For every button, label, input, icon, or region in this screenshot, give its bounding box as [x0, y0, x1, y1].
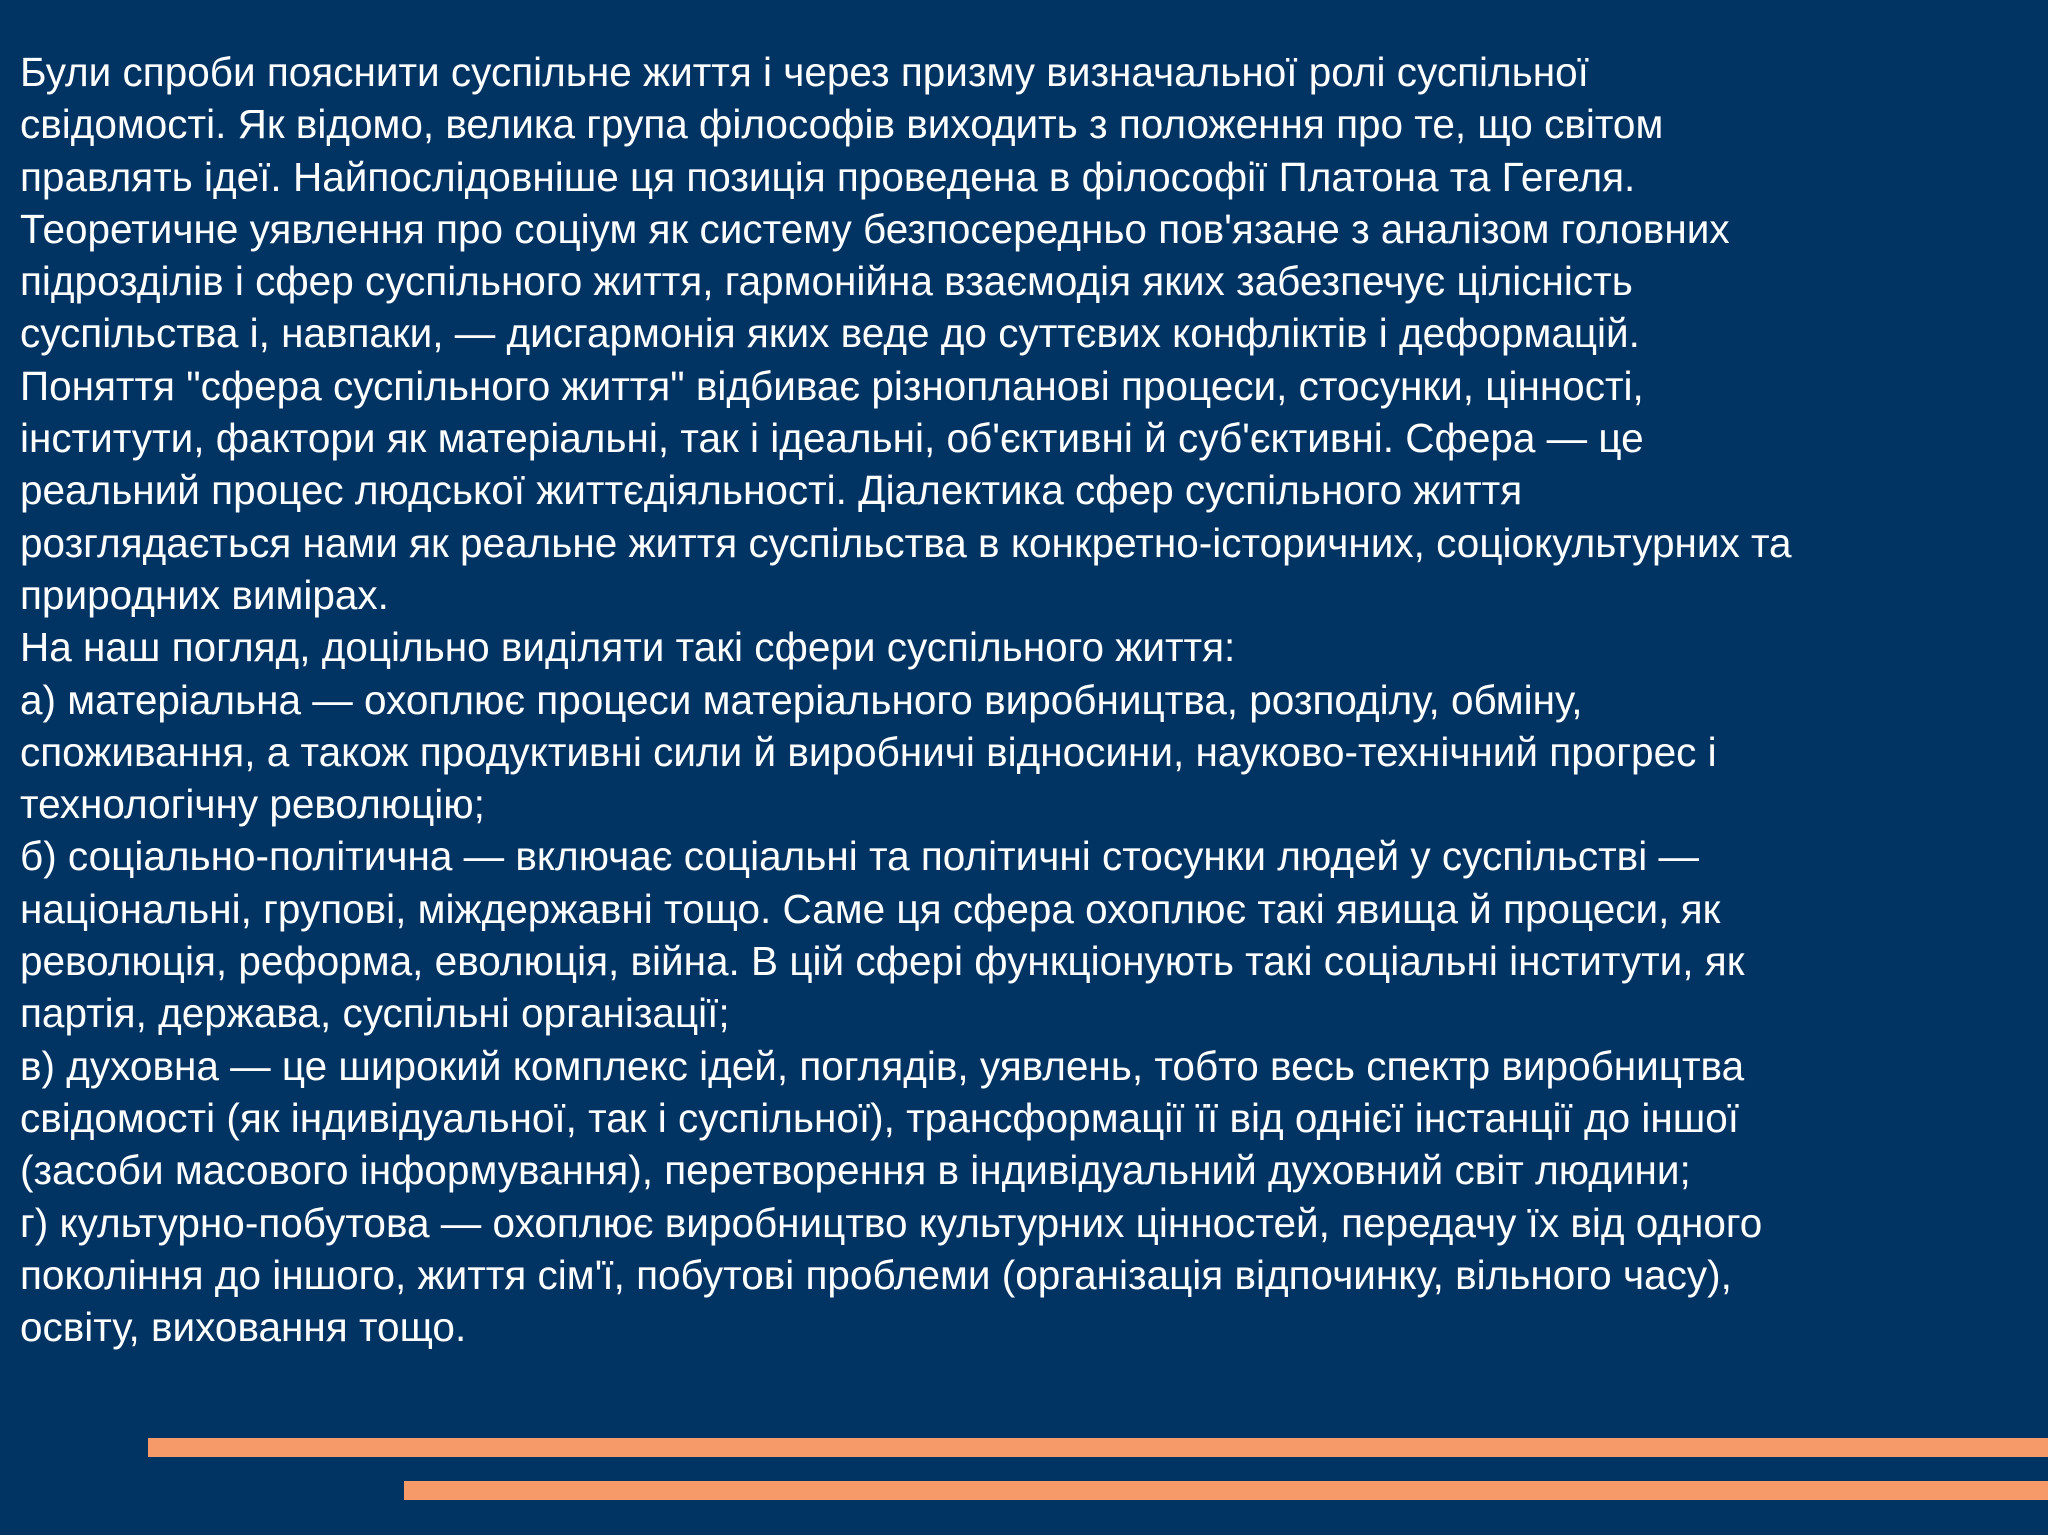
text-line: Теоретичне уявлення про соціум як систему безпосередньо пов'язане з аналізом головних: [20, 205, 1730, 252]
text-line: інститути, фактори як матеріальні, так і ідеальні, об'єктивні й суб'єктивні. Сфера — це: [20, 415, 1644, 462]
text-line: революція, реформа, еволюція, війна. В цій сфері функціонують такі соціальні інститути, як: [20, 938, 1745, 985]
text-line: (засоби масового інформування), перетворення в індивідуальний духовний світ людини;: [20, 1147, 1691, 1194]
text-line: партія, держава, суспільні організації;: [20, 990, 730, 1037]
text-line: покоління до іншого, життя сім'ї, побутові проблеми (організація відпочинку, вільного часу),: [20, 1251, 1732, 1298]
text-line: свідомості. Як відомо, велика група філософів виходить з положення про те, що світом: [20, 101, 1664, 148]
text-line: національні, групові, міждержавні тощо. Саме ця сфера охоплює такі явища й процеси, як: [20, 885, 1721, 932]
text-line: г) культурно-побутова — охоплює виробництво культурних цінностей, передачу їх від одного: [20, 1199, 1763, 1246]
text-line: освіту, виховання тощо.: [20, 1304, 467, 1351]
text-line: підрозділів і сфер суспільного життя, гармонійна взаємодія яких забезпечує цілісність: [20, 258, 1633, 305]
text-line: На наш погляд, доцільно виділяти такі сфери суспільного життя:: [20, 624, 1236, 671]
slide-body-text: [20, 46, 2048, 1353]
text-line: технологічну революцію;: [20, 781, 485, 828]
decorative-stripe-top: [148, 1438, 2048, 1457]
text-line: природних вимірах.: [20, 571, 389, 618]
text-line: б) соціально-політична — включає соціальні та політичні стосунки людей у суспільстві —: [20, 833, 1699, 880]
text-line: правлять ідеї. Найпослідовніше ця позиція проведена в філософії Платона та Гегеля.: [20, 153, 1636, 200]
text-line: реальний процес людської життєдіяльності. Діалектика сфер суспільного життя: [20, 467, 1523, 514]
text-line: суспільства і, навпаки, — дисгармонія яких веде до суттєвих конфліктів і деформацій.: [20, 310, 1640, 357]
text-line: а) матеріальна — охоплює процеси матеріального виробництва, розподілу, обміну,: [20, 676, 1583, 723]
text-line: Поняття "сфера суспільного життя" відбиває різнопланові процеси, стосунки, цінності,: [20, 362, 1644, 409]
text-line: Були спроби пояснити суспільне життя і через призму визначальної ролі суспільної: [20, 49, 1589, 95]
text-line: в) духовна — це широкий комплекс ідей, поглядів, уявлень, тобто весь спектр виробництва: [20, 1042, 1745, 1089]
decorative-stripe-bottom: [404, 1481, 2048, 1500]
text-line: споживання, а також продуктивні сили й виробничі відносини, науково-технічний прогрес і: [20, 728, 1717, 775]
text-line: розглядається нами як реальне життя суспільства в конкретно-історичних, соціокультурних та: [20, 519, 1792, 566]
text-line: свідомості (як індивідуальної, так і суспільної), трансформації її від однієї інстанції до іншої: [20, 1094, 1740, 1141]
